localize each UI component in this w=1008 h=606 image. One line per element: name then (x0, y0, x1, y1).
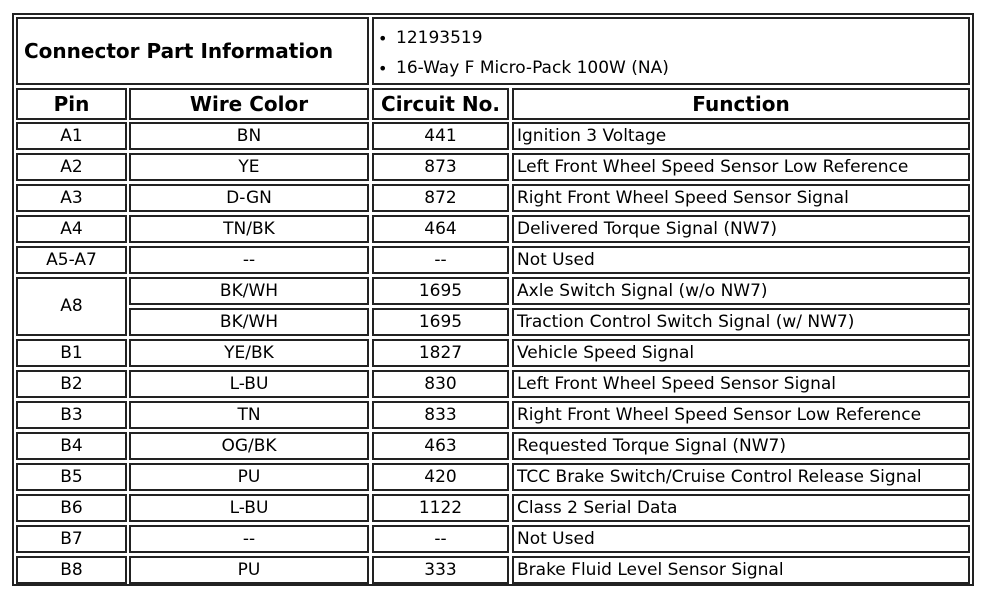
function-cell: Traction Control Switch Signal (w/ NW7) (512, 308, 970, 336)
pin-cell: B3 (16, 401, 127, 429)
connector-info (372, 17, 970, 85)
wire-color-cell: BK/WH (129, 277, 369, 305)
wire-color-cell: -- (129, 246, 369, 274)
function-cell: Right Front Wheel Speed Sensor Low Reference (512, 401, 970, 429)
circuit-cell: 464 (372, 215, 509, 243)
function-cell: Not Used (512, 525, 970, 553)
pin-cell: A1 (16, 122, 127, 150)
pin-cell: A2 (16, 153, 127, 181)
pin-cell: B6 (16, 494, 127, 522)
function-cell: Class 2 Serial Data (512, 494, 970, 522)
circuit-cell: -- (372, 525, 509, 553)
function-cell: Axle Switch Signal (w/o NW7) (512, 277, 970, 305)
circuit-cell: 833 (372, 401, 509, 429)
circuit-cell: 1695 (372, 308, 509, 336)
circuit-cell: 333 (372, 556, 509, 584)
circuit-cell: 420 (372, 463, 509, 491)
function-cell: Brake Fluid Level Sensor Signal (512, 556, 970, 584)
circuit-cell: 1695 (372, 277, 509, 305)
function-cell: Not Used (512, 246, 970, 274)
wire-color-cell: TN/BK (129, 215, 369, 243)
pin-cell: B7 (16, 525, 127, 553)
wire-color-cell: BK/WH (129, 308, 369, 336)
circuit-cell: -- (372, 246, 509, 274)
pin-cell: B5 (16, 463, 127, 491)
wire-color-cell: TN (129, 401, 369, 429)
function-cell: Requested Torque Signal (NW7) (512, 432, 970, 460)
function-cell: Left Front Wheel Speed Sensor Signal (512, 370, 970, 398)
pin-cell: A3 (16, 184, 127, 212)
pin-cell: B1 (16, 339, 127, 367)
function-cell: Vehicle Speed Signal (512, 339, 970, 367)
circuit-cell: 873 (372, 153, 509, 181)
part-number: • 12193519 (374, 23, 968, 53)
header-circuit-no: Circuit No. (372, 88, 509, 120)
pin-cell: A4 (16, 215, 127, 243)
wire-color-cell: -- (129, 525, 369, 553)
header-function: Function (512, 88, 970, 120)
wire-color-cell: L-BU (129, 370, 369, 398)
function-cell: Right Front Wheel Speed Sensor Signal (512, 184, 970, 212)
circuit-cell: 830 (372, 370, 509, 398)
function-cell: TCC Brake Switch/Cruise Control Release Signal (512, 463, 970, 491)
wire-color-cell: YE (129, 153, 369, 181)
wire-color-cell: PU (129, 556, 369, 584)
wire-color-cell: L-BU (129, 494, 369, 522)
connector-title: Connector Part Information (16, 17, 369, 85)
circuit-cell: 1122 (372, 494, 509, 522)
header-pin: Pin (16, 88, 127, 120)
circuit-cell: 441 (372, 122, 509, 150)
wire-color-cell: YE/BK (129, 339, 369, 367)
pin-cell: A5-A7 (16, 246, 127, 274)
pin-cell: B8 (16, 556, 127, 584)
function-cell: Left Front Wheel Speed Sensor Low Reference (512, 153, 970, 181)
pin-cell: B4 (16, 432, 127, 460)
wire-color-cell: BN (129, 122, 369, 150)
wire-color-cell: OG/BK (129, 432, 369, 460)
header-wire-color: Wire Color (129, 88, 369, 120)
pin-cell: B2 (16, 370, 127, 398)
circuit-cell: 1827 (372, 339, 509, 367)
circuit-cell: 463 (372, 432, 509, 460)
function-cell: Delivered Torque Signal (NW7) (512, 215, 970, 243)
wire-color-cell: PU (129, 463, 369, 491)
function-cell: Ignition 3 Voltage (512, 122, 970, 150)
connector-description: • 16-Way F Micro-Pack 100W (NA) (374, 53, 968, 83)
pin-cell: A8 (16, 277, 127, 336)
wire-color-cell: D-GN (129, 184, 369, 212)
circuit-cell: 872 (372, 184, 509, 212)
